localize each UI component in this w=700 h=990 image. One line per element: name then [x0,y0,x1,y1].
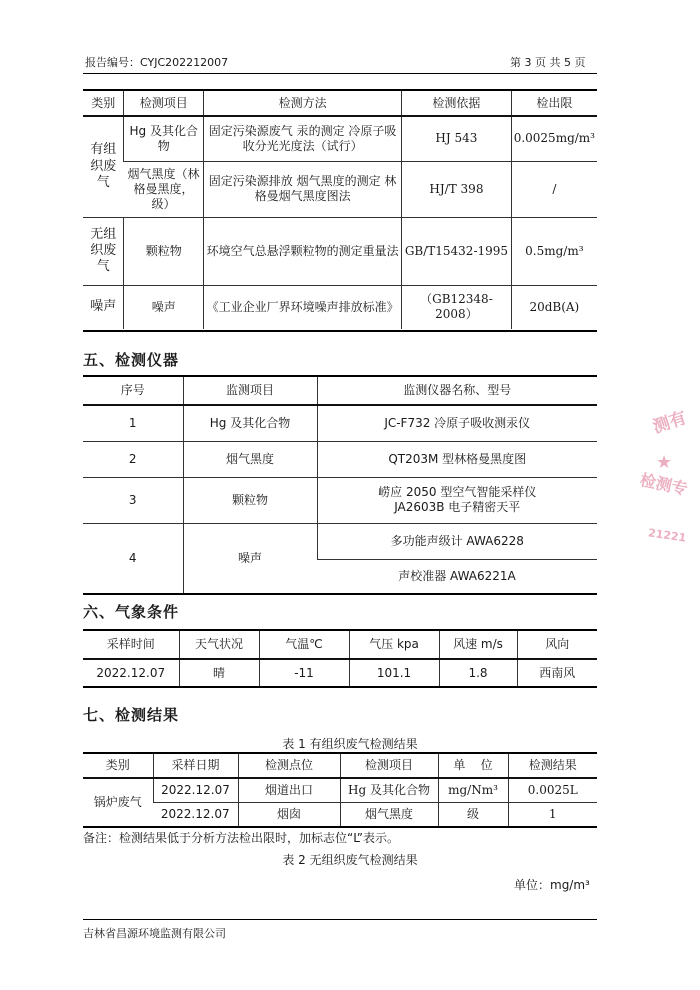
unit-cell: mg/Nm³ [438,778,508,802]
date-cell: 2022.12.07 [153,778,238,802]
col-header-category: 类别 [83,754,153,778]
pressure-cell: 101.1 [349,659,439,687]
header-rule [83,73,597,74]
col-header-basis: 检测依据 [402,91,512,116]
item-cell: Hg 及其化合物 [340,778,438,802]
wind-direction-cell: 西南风 [517,659,597,687]
seal-text-a: 测有 [650,408,690,438]
item-cell: 噪声 [124,285,204,329]
result-table-bottom-rule [83,826,597,828]
footer-rule [83,919,597,920]
seal-text-b: 检测专 [638,470,690,499]
method-table-bottom-rule [83,330,597,332]
category-cell: 锅炉废气 [83,778,153,826]
category-cell: 噪声 [90,299,117,315]
col-header-item: 检测项目 [340,754,438,778]
col-header-pressure: 气压 kpa [349,631,439,659]
limit-cell: / [511,161,597,217]
report-number: 报告编号：CYJC202212007 [85,56,229,69]
item-cell: Hg 及其化合物 [183,405,317,441]
item-cell: 颗粒物 [183,477,317,523]
category-cell: 有组织废气 [83,116,124,217]
item-cell: 颗粒物 [124,217,204,285]
category-cell: 无组织废气 [83,217,124,285]
instrument-cell: 多功能声级计 AWA6228 [317,523,597,559]
item-cell: 烟气黑度（林格曼黑度，级） [124,161,204,217]
col-header-temperature: 气温℃ [259,631,349,659]
col-header-date: 采样日期 [153,754,238,778]
col-header-no: 序号 [83,377,183,405]
result-cell: 0.0025L [508,778,597,802]
unit-label: 单位：mg/m³ [514,878,590,892]
row-number: 2 [83,441,183,477]
date-cell: 2022.12.07 [160,806,230,821]
limit-cell: 20dB(A) [511,285,597,329]
time-cell: 2022.12.07 [96,666,166,680]
method-cell: 固定污染源排放 烟气黑度的测定 林格曼烟气黑度图法 [204,161,402,217]
col-header-method: 检测方法 [204,91,402,116]
item-cell: 烟气黑度 [183,441,317,477]
table2-caption: 表 2 无组织废气检测结果 [282,853,418,867]
instrument-cell: QT203M 型林格曼黑度图 [317,441,597,477]
col-header-item: 检测项目 [124,91,204,116]
instrument-line: JA2603B 电子精密天平 [394,500,521,514]
weather-table-bottom-rule [83,686,597,688]
point-cell: 烟道出口 [238,778,340,802]
result-note: 备注：检测结果低于分析方法检出限时，加标志位“L”表示。 [83,831,399,845]
section-title-instruments: 五、检测仪器 [83,351,180,369]
instrument-table [83,377,597,594]
col-header-category: 类别 [83,91,124,116]
method-cell: 环境空气总悬浮颗粒物的测定重量法 [204,217,402,285]
col-header-time: 采样时间 [83,631,179,659]
page-indicator: 第 3 页 共 5 页 [510,56,586,69]
instrument-cell [317,477,597,523]
instrument-cell: 声校准器 AWA6221A [398,568,516,583]
limit-cell: 0.5mg/m³ [511,217,597,285]
company-name: 吉林省昌源环境监测有限公司 [83,927,226,940]
col-header-item: 监测项目 [183,377,317,405]
result-cell: 1 [508,802,597,826]
basis-cell: HJ/T 398 [402,161,512,217]
row-number: 1 [83,405,183,441]
temperature-cell: -11 [259,659,349,687]
instrument-line: 崂应 2050 型空气智能采样仪 [378,485,537,499]
basis-cell: HJ 543 [402,116,512,161]
instrument-table-bottom-rule [83,593,597,595]
weather-cell: 晴 [179,659,259,687]
col-header-limit: 检出限 [511,91,597,116]
result-table [83,754,597,827]
item-cell: 噪声 [183,523,317,593]
point-cell: 烟囱 [238,802,340,826]
section-title-results: 七、检测结果 [83,706,180,724]
wind-speed-cell: 1.8 [439,659,517,687]
section-title-weather: 六、气象条件 [83,603,180,621]
table1-caption: 表 1 有组织废气检测结果 [282,737,418,751]
weather-table [83,631,597,687]
instrument-cell: JC-F732 冷原子吸收测汞仪 [317,405,597,441]
col-header-weather: 天气状况 [179,631,259,659]
item-cell: 烟气黑度 [340,802,438,826]
method-cell: 固定污染源废气 汞的测定 冷原子吸收分光光度法（试行） [204,116,402,161]
col-header-point: 检测点位 [238,754,340,778]
seal-star-icon: ★ [656,452,673,473]
basis-cell: GB/T15432-1995 [402,217,512,285]
col-header-unit: 单 位 [438,754,508,778]
seal-text-c: 21221 [647,526,687,545]
unit-cell: 级 [438,802,508,826]
row-number: 4 [83,523,183,593]
row-number: 3 [83,477,183,523]
basis-cell: （GB12348-2008） [402,285,512,329]
col-header-instrument: 监测仪器名称、型号 [317,377,597,405]
item-cell: Hg 及其化合物 [124,116,204,161]
col-header-result: 检测结果 [508,754,597,778]
method-cell: 《工业企业厂界环境噪声排放标准》 [204,285,402,329]
method-table [83,91,597,329]
col-header-wind-direction: 风向 [517,631,597,659]
col-header-wind-speed: 风速 m/s [439,631,517,659]
limit-cell: 0.0025mg/m³ [511,116,597,161]
